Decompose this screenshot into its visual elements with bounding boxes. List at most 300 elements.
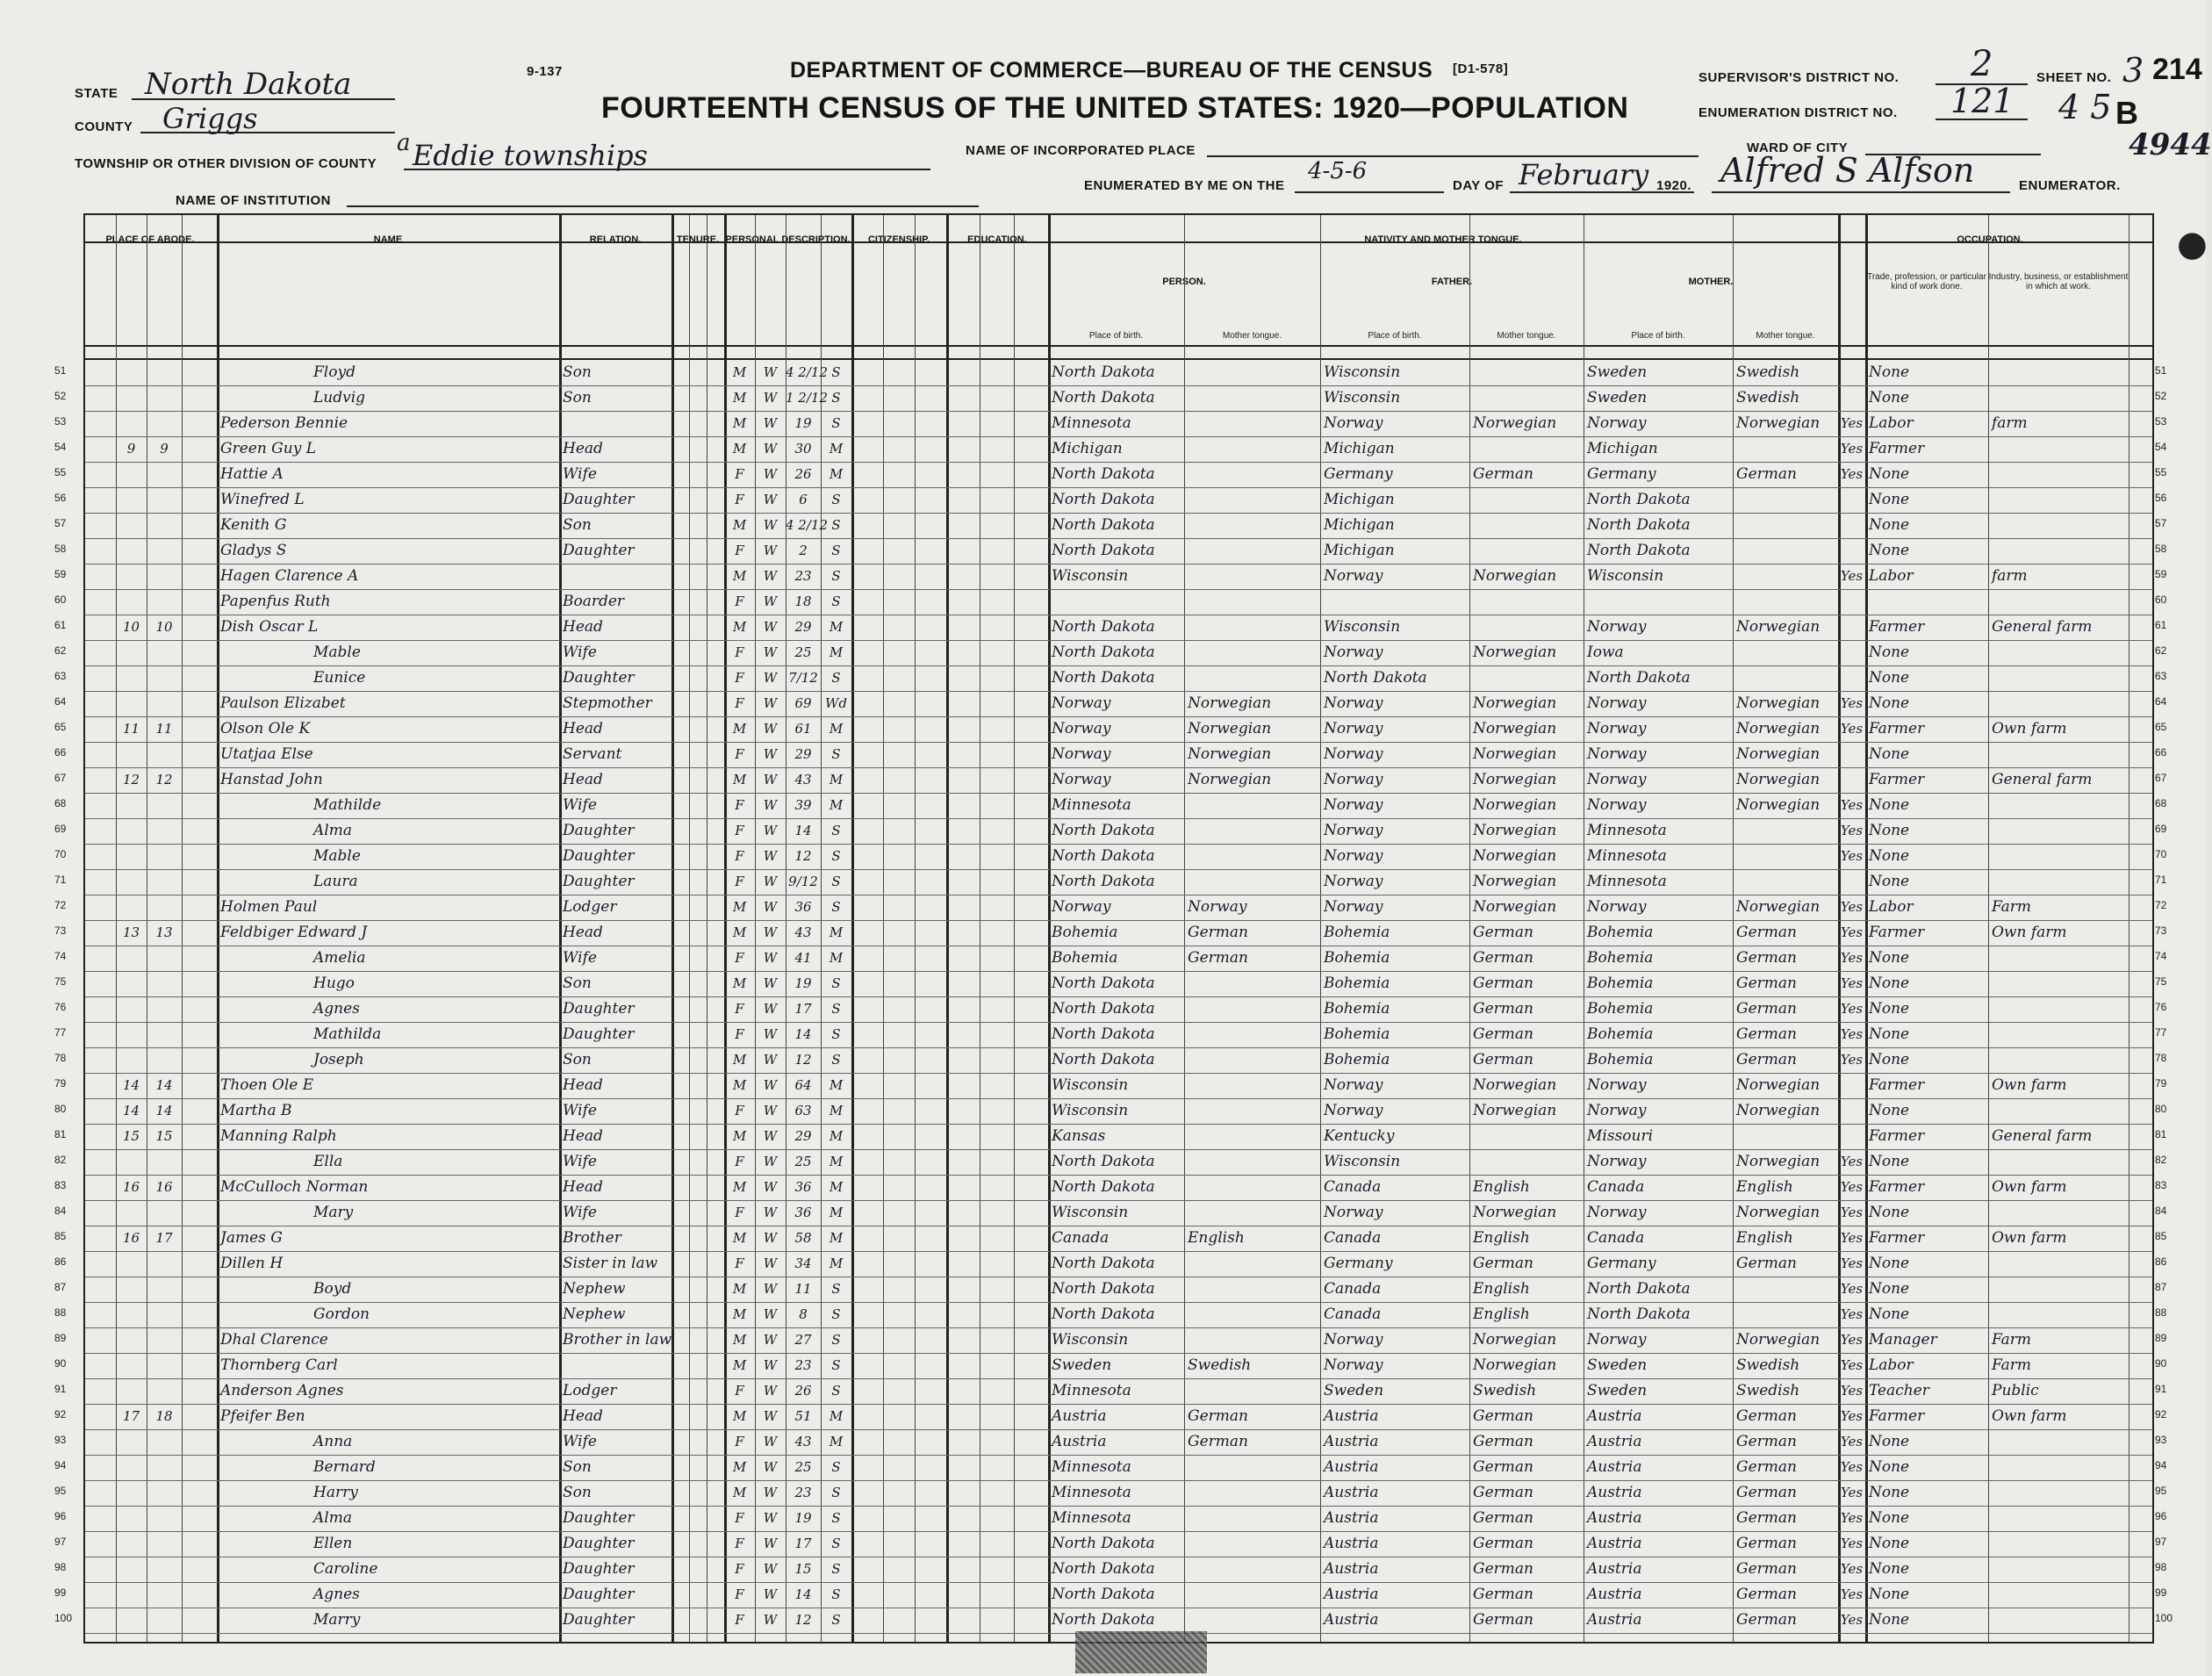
cell-dw [116, 947, 147, 969]
cell-ftg: Norwegian [1473, 771, 1557, 788]
cell-mbp: Bohemia [1587, 975, 1654, 992]
cell-age: 12 [794, 1052, 812, 1068]
cell-eng: Yes [1840, 1026, 1864, 1042]
cell-fbp: Norway [1324, 796, 1383, 814]
cell-name: Caroline [313, 1560, 378, 1578]
line-number: 70 [54, 848, 67, 860]
cell-sex: F [735, 1561, 744, 1577]
cell-ftg: German [1473, 1000, 1533, 1018]
table-row [85, 667, 2152, 689]
cell-ftg: German [1473, 1051, 1533, 1068]
column-number [116, 345, 147, 357]
cell-ind [1992, 1151, 2127, 1173]
cell-mtg: Norwegian [1736, 898, 1821, 916]
cell-rel [563, 565, 670, 587]
cell-occ: None [1869, 1051, 1910, 1068]
cell-bp: North Dakota [1052, 1280, 1155, 1298]
group-person: PERSON. [1162, 277, 1206, 287]
cell-dw [116, 693, 147, 715]
cell-eng: Yes [1840, 721, 1864, 737]
cell-occ: None [1869, 669, 1910, 687]
cell-color: W [763, 1103, 778, 1119]
table-row [85, 896, 2152, 918]
line-number: 91 [2155, 1383, 2167, 1395]
table-row [85, 922, 2152, 944]
cell-dw [116, 1457, 147, 1478]
cell-rel: Son [563, 1051, 592, 1068]
line-number: 84 [54, 1205, 67, 1217]
cell-rel: Boarder [563, 593, 625, 610]
cell-mbp: North Dakota [1587, 669, 1691, 687]
cell-fbp: Bohemia [1324, 949, 1390, 967]
cell-eng: Yes [1840, 1281, 1864, 1297]
table-row [85, 1507, 2152, 1529]
line-number: 60 [54, 593, 67, 606]
cell-occ: Labor [1869, 1356, 1914, 1374]
cell-mbp: Norway [1587, 1102, 1647, 1119]
cell-ftg: Norwegian [1473, 796, 1557, 814]
cell-age: 15 [794, 1561, 812, 1577]
cell-mtg [1736, 871, 1836, 893]
cell-sex: M [732, 721, 747, 737]
line-number: 56 [54, 492, 67, 504]
cell-bp: North Dakota [1052, 618, 1155, 636]
cell-fam [147, 1024, 182, 1046]
line-number: 69 [2155, 823, 2167, 835]
cell-eng [1838, 667, 1865, 689]
cell-fbp: Wisconsin [1324, 363, 1401, 381]
cell-name: Hattie A [220, 465, 284, 483]
cell-fam [147, 1431, 182, 1453]
cell-name: Paulson Elizabet [220, 694, 346, 712]
margin-mark: ● [2177, 224, 2208, 264]
cell-ftg: Norwegian [1473, 1102, 1557, 1119]
row-rule [85, 1404, 2152, 1405]
cell-fam [147, 845, 182, 867]
table-row [85, 1329, 2152, 1351]
cell-sex: F [735, 1205, 744, 1220]
cell-tg [1188, 1049, 1318, 1071]
cell-eng: Yes [1840, 797, 1864, 813]
row-rule [85, 869, 2152, 870]
cell-age: 39 [794, 797, 812, 813]
cell-fbp: Austria [1324, 1586, 1379, 1603]
cell-bp: North Dakota [1052, 1153, 1155, 1170]
row-rule [85, 385, 2152, 386]
cell-age: 4 2/12 [786, 364, 828, 380]
page-title: FOURTEENTH CENSUS OF THE UNITED STATES: 1920—POPULATION [601, 91, 1629, 125]
cell-dw [116, 1533, 147, 1555]
cell-bp [1052, 591, 1182, 613]
group-father: FATHER. [1431, 277, 1473, 287]
cell-ms: M [829, 924, 844, 940]
cell-ms: S [831, 593, 841, 609]
cell-fam [147, 1457, 182, 1478]
cell-age: 43 [794, 1434, 812, 1449]
column-number [689, 345, 707, 357]
cell-fbp: Norway [1324, 745, 1383, 763]
ward-label: WARD OF CITY [1747, 140, 1849, 155]
enumerated-day: 4-5-6 [1308, 158, 1368, 184]
cell-ms: S [831, 543, 841, 558]
table-row [85, 1482, 2152, 1504]
cell-mtg [1736, 1304, 1836, 1326]
cell-sex: F [735, 466, 744, 482]
cell-eng: Yes [1840, 848, 1864, 864]
line-number: 77 [2155, 1026, 2167, 1039]
cell-color: W [763, 390, 778, 406]
line-number: 79 [54, 1077, 67, 1090]
cell-fbp: Michigan [1324, 542, 1395, 559]
cell-dw [116, 1609, 147, 1631]
cell-rel: Head [563, 618, 603, 636]
cell-rel: Head [563, 1127, 603, 1145]
column-number [755, 345, 786, 357]
table-row [85, 1278, 2152, 1300]
cell-color: W [763, 1077, 778, 1093]
line-number: 97 [2155, 1536, 2167, 1548]
cell-fbp: Norway [1324, 1102, 1383, 1119]
cell-dw [116, 489, 147, 511]
cell-mbp: Canada [1587, 1229, 1645, 1247]
table-row [85, 871, 2152, 893]
cell-mbp: Austria [1587, 1611, 1642, 1629]
cell-fbp: Norway [1324, 873, 1383, 890]
line-number: 78 [2155, 1052, 2167, 1064]
cell-bp: Minnesota [1052, 1382, 1131, 1399]
form-number: 9-137 [527, 64, 563, 79]
cell-ftg [1473, 591, 1582, 613]
cell-tg: German [1188, 949, 1248, 967]
cell-eng [1838, 642, 1865, 664]
row-rule [85, 487, 2152, 488]
cell-tg [1188, 591, 1318, 613]
cell-sex: F [735, 543, 744, 558]
cell-color: W [763, 1306, 778, 1322]
cell-ind [1992, 947, 2127, 969]
cell-tg: English [1188, 1229, 1245, 1247]
cell-eng [1838, 1100, 1865, 1122]
column-number [559, 345, 672, 357]
cell-mtg: Swedish [1736, 1356, 1800, 1374]
row-rule [85, 1200, 2152, 1201]
cell-mtg: Norwegian [1736, 720, 1821, 737]
cell-occ: Farmer [1869, 720, 1925, 737]
cell-eng: Yes [1840, 1332, 1864, 1348]
cell-ms: S [831, 1510, 841, 1526]
column-number [1733, 345, 1838, 357]
cell-eng: Yes [1840, 1434, 1864, 1449]
table-row [85, 1431, 2152, 1453]
cell-color: W [763, 1001, 778, 1017]
cell-fbp: Austria [1324, 1458, 1379, 1476]
cell-mtg [1736, 438, 1836, 460]
sheet-letter: B [2115, 95, 2138, 131]
row-rule [85, 716, 2152, 717]
cell-color: W [763, 975, 778, 991]
line-number: 89 [54, 1332, 67, 1344]
cell-ftg: English [1473, 1306, 1530, 1323]
cell-sex: F [735, 593, 744, 609]
cell-color: W [763, 1281, 778, 1297]
cell-mtg: German [1736, 1051, 1797, 1068]
cell-dw [116, 845, 147, 867]
cell-bp: Wisconsin [1052, 567, 1129, 585]
cell-fbp: Austria [1324, 1611, 1379, 1629]
line-number: 72 [2155, 899, 2167, 911]
cell-fam [147, 998, 182, 1020]
supervisor-value: 2 [1971, 44, 1993, 84]
cell-age: 19 [794, 1510, 812, 1526]
cell-ind: Own farm [1992, 1229, 2067, 1247]
cell-mbp: Norway [1587, 745, 1647, 763]
cell-fam: 15 [155, 1128, 173, 1144]
cell-bp: North Dakota [1052, 1611, 1155, 1629]
group-personal: PERSONAL DESCRIPTION. [725, 234, 851, 245]
census-table [83, 213, 2154, 1644]
cell-fam: 17 [155, 1230, 173, 1246]
cell-ftg: German [1473, 1407, 1533, 1425]
cell-occ: None [1869, 796, 1910, 814]
cell-age: 61 [794, 721, 812, 737]
cell-rel: Head [563, 1407, 603, 1425]
cell-sex: M [732, 1052, 747, 1068]
row-rule [85, 920, 2152, 921]
line-number: 65 [2155, 721, 2167, 733]
cell-mbp: Canada [1587, 1178, 1645, 1196]
line-number: 54 [2155, 441, 2167, 453]
cell-ftg: Norwegian [1473, 1331, 1557, 1349]
cell-color: W [763, 1052, 778, 1068]
cell-occ: None [1869, 822, 1910, 839]
cell-ind [1992, 642, 2127, 664]
cell-tg [1188, 1329, 1318, 1351]
cell-mbp: Bohemia [1587, 1025, 1654, 1043]
cell-mbp [1587, 591, 1731, 613]
cell-fam [147, 1380, 182, 1402]
cell-sex: F [735, 1103, 744, 1119]
line-number: 96 [54, 1510, 67, 1522]
cell-ind [1992, 362, 2127, 384]
cell-mbp: Austria [1587, 1560, 1642, 1578]
cell-tg [1188, 616, 1318, 638]
cell-dw: 16 [122, 1230, 140, 1246]
cell-dw [116, 795, 147, 816]
column-number [1184, 345, 1320, 357]
cell-fbp: Michigan [1324, 516, 1395, 534]
cell-mtg: Norwegian [1736, 1331, 1821, 1349]
cell-sex: F [735, 746, 744, 762]
cell-ftg: German [1473, 1611, 1533, 1629]
cell-ftg [1473, 616, 1582, 638]
line-number: 86 [2155, 1255, 2167, 1268]
cell-eng: Yes [1840, 924, 1864, 940]
cell-fbp: Norway [1324, 720, 1383, 737]
cell-sex: M [732, 1281, 747, 1297]
cell-name: Manning Ralph [220, 1127, 337, 1145]
cell-mtg [1736, 1126, 1836, 1147]
cell-eng: Yes [1840, 1255, 1864, 1271]
cell-tg [1188, 565, 1318, 587]
cell-sex: M [732, 1408, 747, 1424]
cell-color: W [763, 797, 778, 813]
cell-ms: S [831, 1383, 841, 1399]
cell-rel [563, 413, 670, 435]
cell-fam: 12 [155, 772, 173, 788]
cell-ftg: German [1473, 1535, 1533, 1552]
cell-fam [147, 540, 182, 562]
cell-eng: Yes [1840, 1586, 1864, 1602]
column-number [1014, 345, 1048, 357]
cell-ms: M [829, 441, 844, 457]
cell-occ: None [1869, 1255, 1910, 1272]
line-number: 88 [2155, 1306, 2167, 1319]
cell-ftg: German [1473, 949, 1533, 967]
table-row [85, 1024, 2152, 1046]
cell-name: Dillen H [220, 1255, 284, 1272]
cell-ftg: German [1473, 1586, 1533, 1603]
cell-occ: None [1869, 1306, 1910, 1323]
row-rule [85, 640, 2152, 641]
cell-occ: None [1869, 1025, 1910, 1043]
cell-rel: Daughter [563, 1000, 635, 1018]
cell-fbp: Wisconsin [1324, 618, 1401, 636]
cell-occ: None [1869, 465, 1910, 483]
cell-bp: North Dakota [1052, 542, 1155, 559]
cell-eng [1838, 1075, 1865, 1097]
cell-fbp: Michigan [1324, 440, 1395, 457]
cell-age: 9/12 [788, 874, 818, 889]
cell-mtg [1736, 1278, 1836, 1300]
cell-tg [1188, 820, 1318, 842]
row-rule [85, 538, 2152, 539]
cell-ftg: German [1473, 1509, 1533, 1527]
cell-mtg: German [1736, 1255, 1797, 1272]
row-rule [85, 742, 2152, 743]
table-row [85, 565, 2152, 587]
row-rule [85, 513, 2152, 514]
cell-fbp: Norway [1324, 414, 1383, 432]
sheet-label: SHEET NO. [2036, 70, 2112, 85]
line-number: 70 [2155, 848, 2167, 860]
table-row [85, 1533, 2152, 1555]
cell-fbp: Austria [1324, 1484, 1379, 1501]
cell-rel: Head [563, 1076, 603, 1094]
township-label: TOWNSHIP OR OTHER DIVISION OF COUNTY [75, 156, 377, 171]
line-number: 65 [54, 721, 67, 733]
cell-ftg [1473, 1151, 1582, 1173]
cell-bp: North Dakota [1052, 1178, 1155, 1196]
cell-eng: Yes [1840, 1357, 1864, 1373]
line-number: 93 [2155, 1434, 2167, 1446]
cell-rel: Head [563, 771, 603, 788]
cell-mbp: North Dakota [1587, 1280, 1691, 1298]
table-row [85, 1227, 2152, 1249]
line-number: 52 [2155, 390, 2167, 402]
cell-age: 25 [794, 1154, 812, 1169]
cell-ind [1992, 1584, 2127, 1606]
table-row [85, 464, 2152, 486]
cell-ind [1992, 1304, 2127, 1326]
cell-rel: Daughter [563, 1509, 635, 1527]
subhead-father-tongue: Mother tongue. [1497, 331, 1556, 341]
cell-name: Olson Ole K [220, 720, 311, 737]
cell-ms: S [831, 1026, 841, 1042]
cell-age: 14 [794, 1586, 812, 1602]
cell-occ: None [1869, 363, 1910, 381]
cell-fam [147, 413, 182, 435]
cell-age: 25 [794, 1459, 812, 1475]
cell-fam: 10 [155, 619, 173, 635]
cell-mtg: German [1736, 465, 1797, 483]
cell-mbp: Austria [1587, 1509, 1642, 1527]
line-number: 68 [54, 797, 67, 809]
cell-sex: F [735, 823, 744, 838]
cell-ftg: German [1473, 924, 1533, 941]
cell-color: W [763, 1205, 778, 1220]
cell-sex: F [735, 1154, 744, 1169]
cell-mbp: North Dakota [1587, 516, 1691, 534]
cell-fbp: North Dakota [1324, 669, 1427, 687]
cell-occ: None [1869, 1484, 1910, 1501]
column-number [1838, 345, 1865, 357]
cell-ind [1992, 1558, 2127, 1580]
cell-mtg: German [1736, 1407, 1797, 1425]
cell-ind [1992, 1482, 2127, 1504]
archive-stamp [1075, 1631, 1207, 1673]
cell-occ: None [1869, 1000, 1910, 1018]
cell-color: W [763, 1179, 778, 1195]
cell-sex: F [735, 1510, 744, 1526]
cell-ind [1992, 693, 2127, 715]
cell-eng [1838, 591, 1865, 613]
cell-mbp: Norway [1587, 796, 1647, 814]
cell-eng: Yes [1840, 823, 1864, 838]
cell-fam [147, 464, 182, 486]
cell-mtg: German [1736, 924, 1797, 941]
row-rule [85, 767, 2152, 768]
line-number: 93 [54, 1434, 67, 1446]
cell-name: Kenith G [220, 516, 287, 534]
column-number [217, 345, 559, 357]
cell-occ: None [1869, 1535, 1910, 1552]
cell-ms: S [831, 1586, 841, 1602]
line-number: 67 [54, 772, 67, 784]
cell-sex: F [735, 1536, 744, 1551]
cell-name: Dhal Clarence [220, 1331, 328, 1349]
line-number: 66 [54, 746, 67, 759]
cell-color: W [763, 1255, 778, 1271]
cell-dw: 11 [122, 721, 140, 737]
cell-fam: 18 [155, 1408, 173, 1424]
row-rule [85, 1531, 2152, 1532]
table-row [85, 642, 2152, 664]
cell-dw [116, 591, 147, 613]
cell-fbp: Canada [1324, 1280, 1382, 1298]
cell-rel: Brother [563, 1229, 621, 1247]
cell-fbp: Norway [1324, 1204, 1383, 1221]
cell-name: Agnes [313, 1586, 360, 1603]
cell-mtg: Swedish [1736, 1382, 1800, 1399]
cell-mtg: German [1736, 1509, 1797, 1527]
cell-fam [147, 1533, 182, 1555]
cell-name: Hagen Clarence A [220, 567, 359, 585]
cell-eng: Yes [1840, 899, 1864, 915]
cell-eng [1838, 769, 1865, 791]
cell-tg [1188, 413, 1318, 435]
cell-fbp: Sweden [1324, 1382, 1384, 1399]
group-mother: MOTHER. [1688, 277, 1734, 287]
